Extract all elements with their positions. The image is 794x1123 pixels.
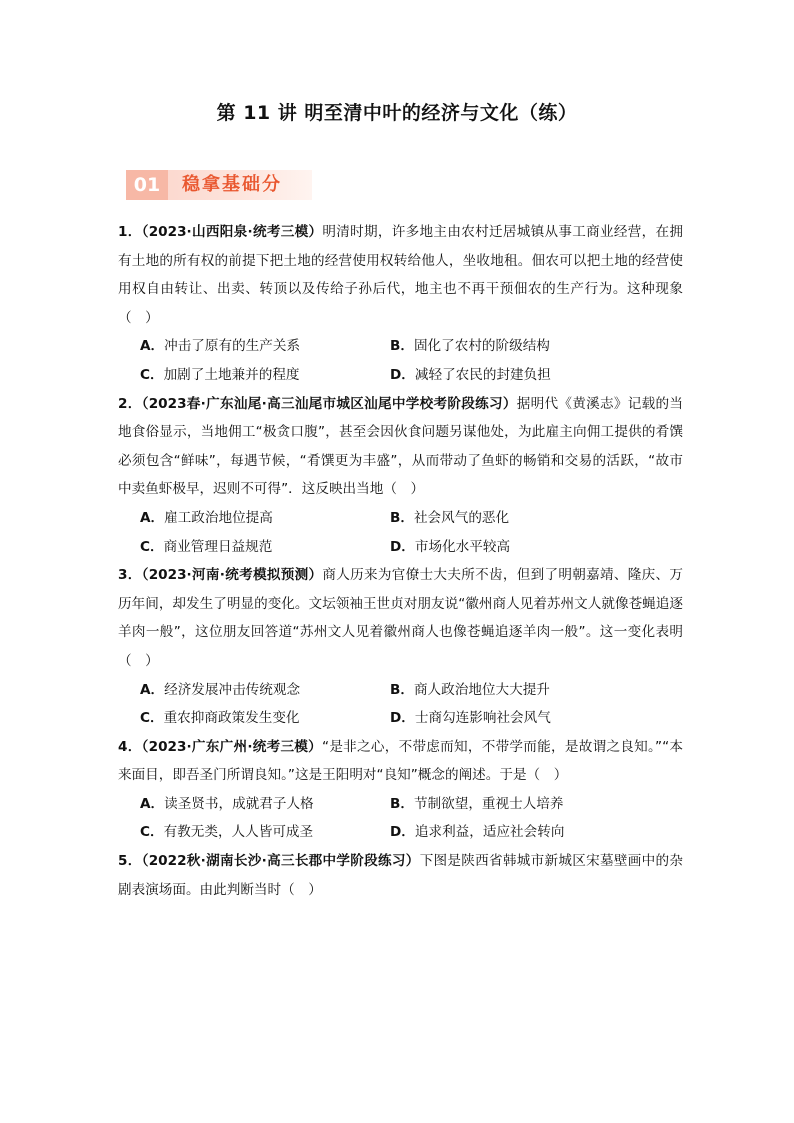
question-5 — [118, 847, 683, 904]
option-text: 减轻了农民的封建负担 — [414, 366, 551, 383]
option-letter: D． — [390, 366, 415, 383]
option-text: 社会风气的恶化 — [413, 509, 510, 526]
option-b[interactable] — [390, 504, 640, 533]
question-1 — [118, 218, 683, 390]
question-number: 4． — [118, 738, 142, 755]
question-stem — [118, 847, 683, 904]
option-letter: D． — [390, 538, 415, 555]
question-source: （2023春·广东汕尾·高三汕尾市城区汕尾中学校考阶段练习） — [141, 395, 517, 412]
section-label: 稳拿基础分 — [182, 174, 282, 195]
option-c[interactable] — [140, 533, 390, 562]
option-c[interactable] — [140, 818, 390, 847]
question-source: （2023·广东广州·统考三模） — [141, 738, 323, 755]
option-b[interactable] — [390, 676, 640, 705]
option-text: 有教无类，人人皆可成圣 — [163, 824, 314, 841]
question-text: “是非之心，不带虑而知，不带学而能，是故谓之良知。”“本来面目，即吾圣门所谓良知。”这是王阳明对“良知”概念的阐述。于是（ ） — [118, 738, 683, 784]
option-letter: B． — [390, 681, 414, 698]
option-letter: A． — [140, 681, 165, 698]
question-text: 下图是陕西省韩城市新城区宋墓壁画中的杂剧表演场面。由此判断当时（ ） — [118, 853, 684, 898]
option-a[interactable] — [140, 790, 390, 819]
section-number: 01 — [126, 170, 168, 200]
question-number: 1． — [118, 224, 142, 240]
question-text: 商人历来为官僚士大夫所不齿，但到了明朝嘉靖、隆庆、万历年间，却发生了明显的变化。文坛领袖王世贞对朋友说“徽州商人见着苏州文人就像苍蝇追逐羊肉一般”，这位朋友回答道“苏州文人见着徽州商人也像苍蝇追逐羊肉一般”。这一变化表明（ ） — [118, 567, 683, 669]
option-letter: C． — [140, 366, 164, 383]
option-text: 追求利益，适应社会转向 — [414, 824, 565, 841]
option-text: 读圣贤书，成就君子人格 — [164, 795, 314, 812]
option-text: 市场化水平较高 — [414, 538, 511, 555]
option-letter: B． — [390, 509, 414, 526]
option-text: 商业管理日益规范 — [163, 538, 273, 555]
section-banner — [126, 170, 312, 200]
option-a[interactable] — [140, 504, 390, 533]
option-letter: A． — [140, 509, 165, 526]
option-letter: D． — [390, 824, 415, 841]
question-number: 3． — [118, 567, 142, 584]
option-text: 士商勾连影响社会风气 — [414, 710, 551, 727]
option-b[interactable] — [390, 790, 640, 819]
option-c[interactable] — [140, 704, 390, 733]
question-stem — [118, 733, 683, 790]
question-3 — [118, 561, 683, 733]
option-letter: C． — [140, 710, 164, 727]
option-c[interactable] — [140, 361, 390, 390]
question-list — [118, 218, 683, 904]
question-2 — [118, 390, 683, 562]
page-title: 第 11 讲 明至清中叶的经济与文化（练） — [216, 102, 578, 124]
option-text: 雇工政治地位提高 — [164, 509, 273, 526]
option-text: 冲击了原有的生产关系 — [164, 338, 301, 355]
question-source: （2022秋·湖南长沙·高三长郡中学阶段练习） — [141, 853, 420, 870]
option-d[interactable] — [390, 818, 640, 847]
question-text: 明清时期，许多地主由农村迁居城镇从事工商业经营，在拥有土地的所有权的前提下把土地的经营使用权转给他人，坐收地租。佃农可以把土地的经营使用权自由转让、出卖、转顶以及传给子孙后代，地主也不再干预佃农的生产行为。这种现象（ ） — [118, 224, 683, 326]
option-b[interactable] — [390, 332, 640, 361]
option-d[interactable] — [390, 533, 640, 562]
option-letter: A． — [140, 795, 165, 812]
option-text: 节制欲望，重视士人培养 — [413, 795, 564, 812]
option-list — [118, 676, 683, 733]
option-list — [118, 504, 683, 561]
question-source: （2023·河南·统考模拟预测） — [141, 567, 323, 584]
option-list — [118, 790, 683, 847]
option-letter: D． — [390, 710, 415, 727]
question-stem — [118, 390, 683, 504]
option-a[interactable] — [140, 676, 390, 705]
question-stem — [118, 561, 683, 675]
option-letter: B． — [390, 338, 414, 355]
question-text: 据明代《黄溪志》记载的当地食俗显示，当地佣工“极贪口腹”，甚至会因伙食问题另谋他处，为此雇主向佣工提供的肴馔必须包含“鲜味”，每遇节候，“肴馔更为丰盛”，从而带动了鱼虾的畅销和交易的活跃，“故市中卖鱼虾极早，迟则不可得”．这反映出当地（ ） — [118, 395, 683, 498]
question-4 — [118, 733, 683, 847]
option-text: 商人政治地位大大提升 — [413, 681, 550, 698]
question-number: 5． — [118, 853, 142, 870]
option-text: 重农抑商政策发生变化 — [163, 710, 300, 727]
option-text: 经济发展冲击传统观念 — [164, 681, 301, 698]
option-d[interactable] — [390, 361, 640, 390]
option-text: 固化了农村的阶级结构 — [413, 338, 550, 355]
question-number: 2． — [118, 395, 142, 412]
option-a[interactable] — [140, 332, 390, 361]
option-letter: C． — [140, 824, 164, 841]
option-d[interactable] — [390, 704, 640, 733]
question-stem — [118, 218, 683, 332]
option-list — [118, 332, 683, 389]
question-source: （2023·山西阳泉·统考三模） — [141, 224, 323, 240]
option-letter: C． — [140, 538, 164, 555]
option-letter: A． — [140, 338, 165, 355]
option-text: 加剧了土地兼并的程度 — [163, 366, 300, 383]
option-letter: B． — [390, 795, 414, 812]
